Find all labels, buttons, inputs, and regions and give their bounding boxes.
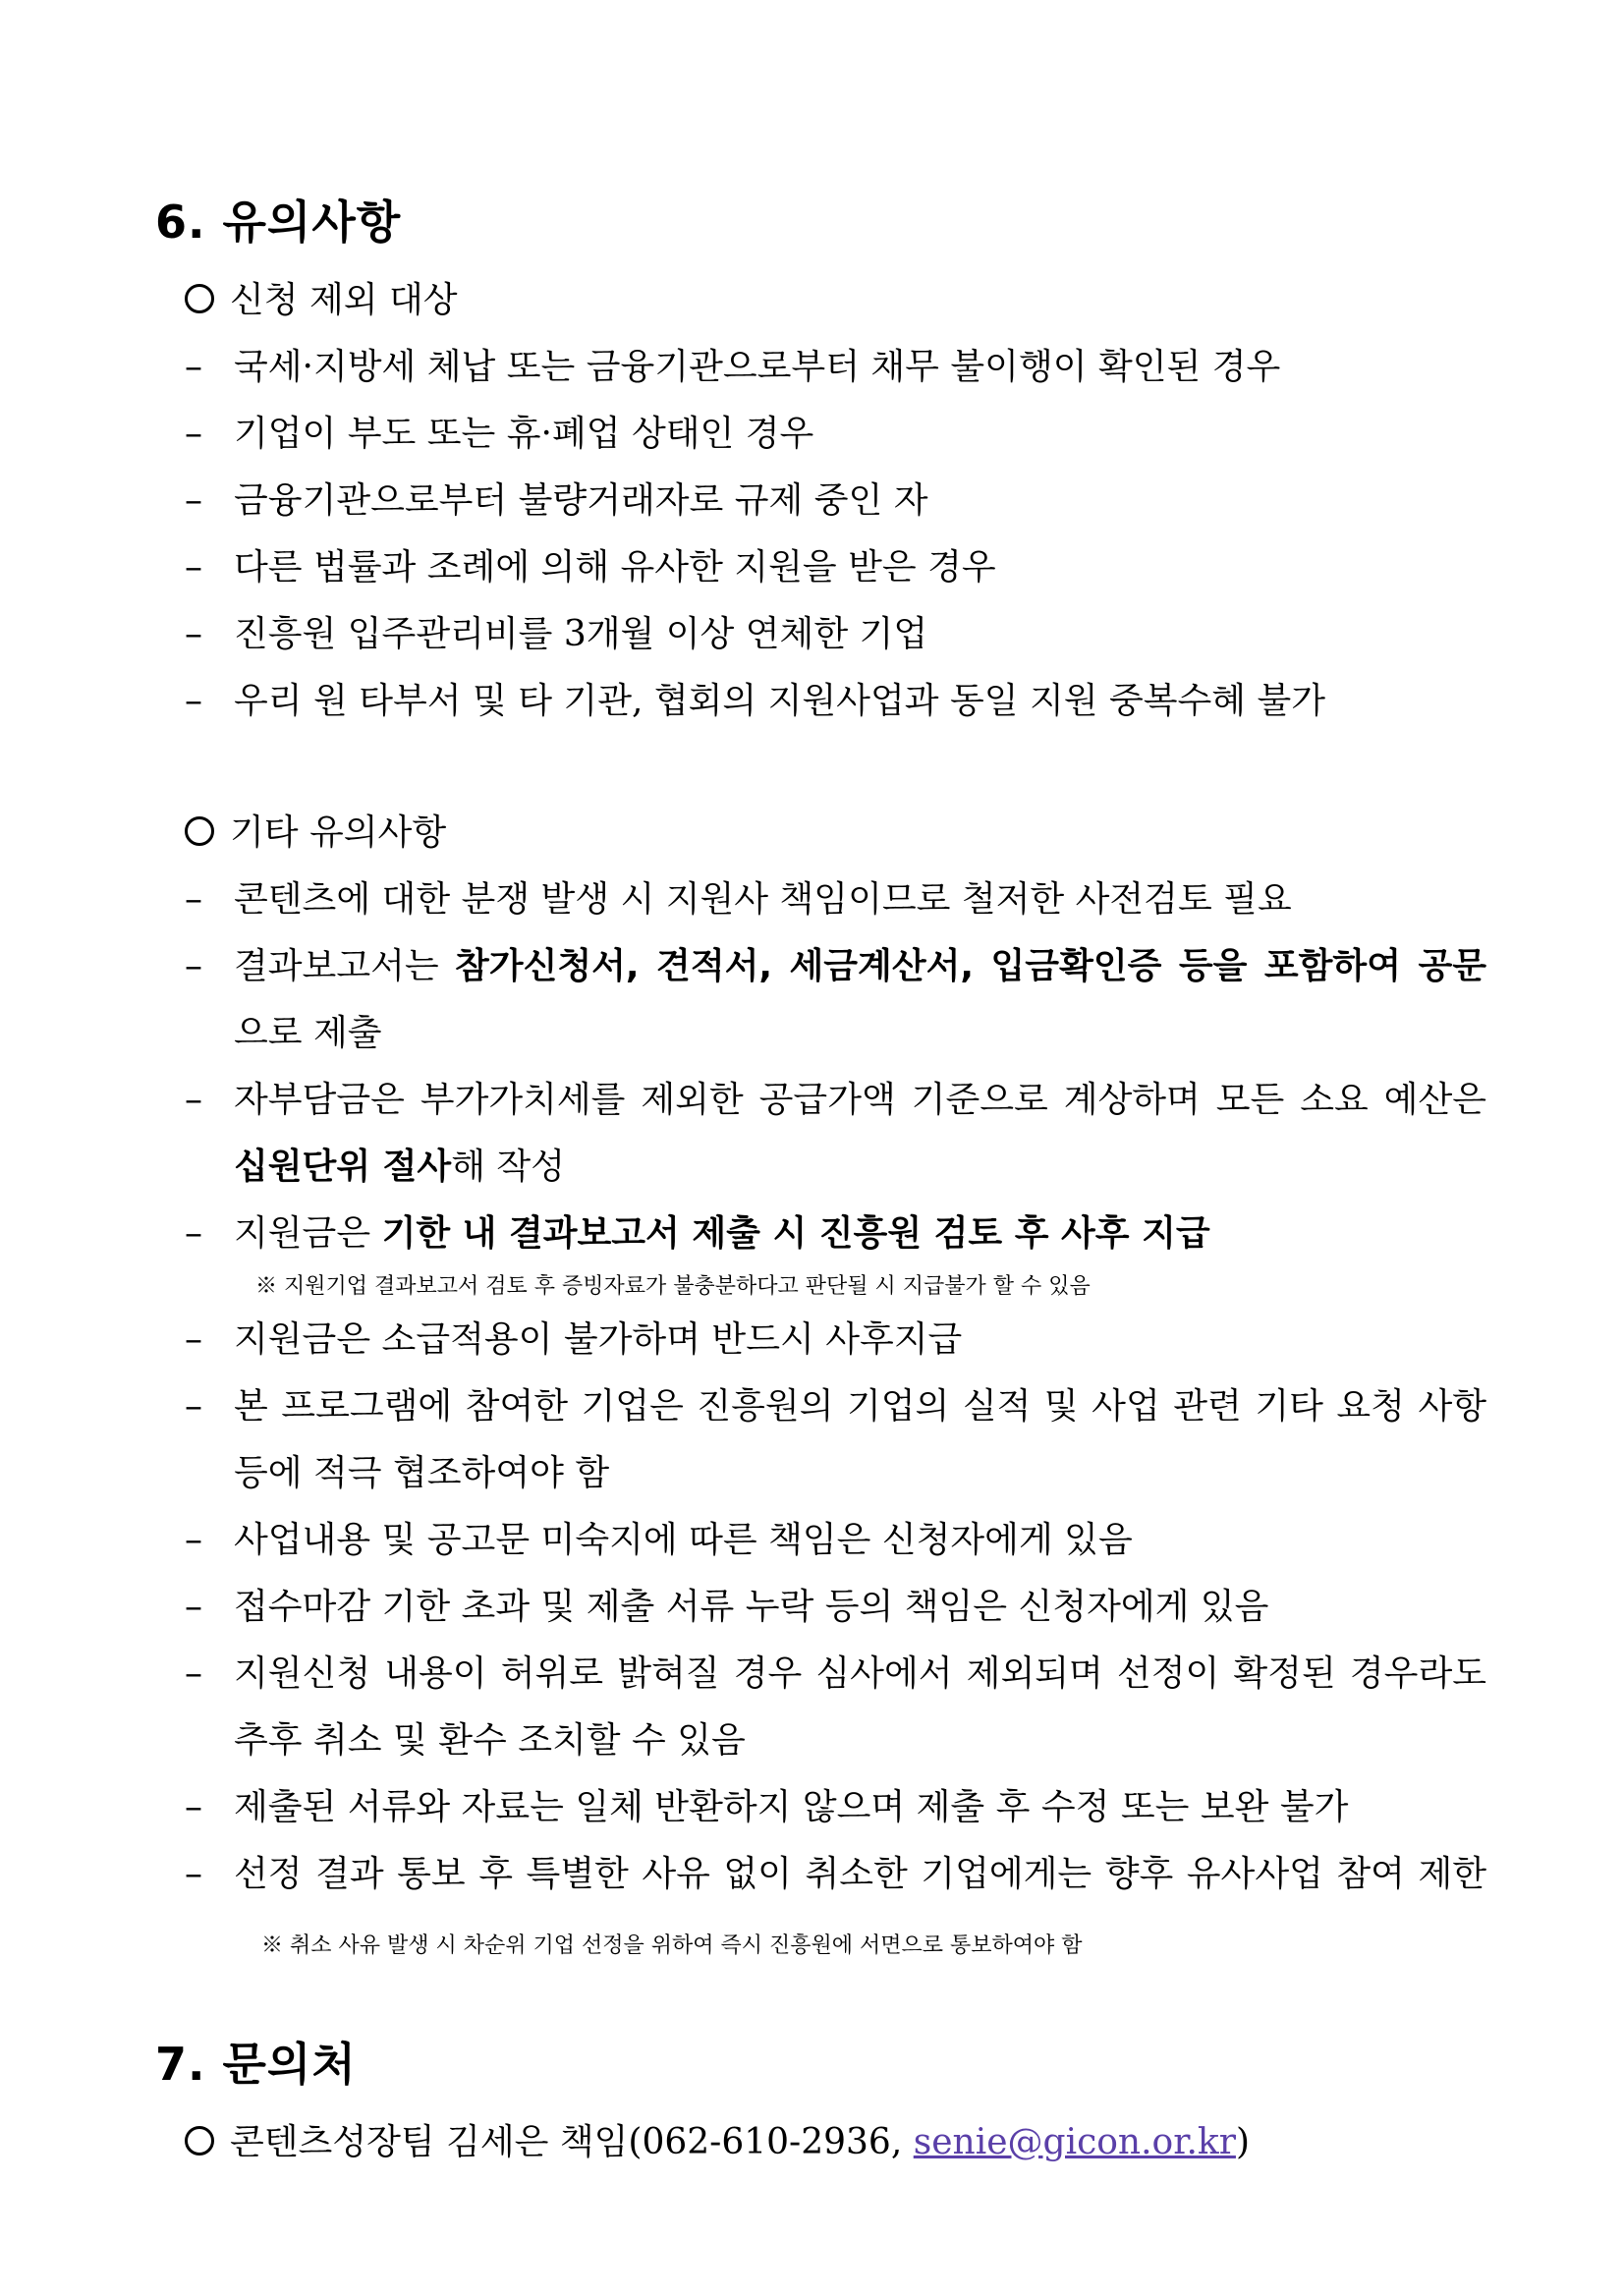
- other-item-6-text: 본 프로그램에 참여한 기업은 진흥원의 기업의 실적 및 사업 관련 기타 요청 사항 등에 적극 협조하여야 함: [234, 1386, 1486, 1493]
- other-item-2-bold: 참가신청서, 견적서, 세금계산서, 입금확인증 등을 포함하여 공문: [455, 946, 1486, 986]
- exclusion-item-4-text: 다른 법률과 조례에 의해 유사한 지원을 받은 경우: [234, 547, 996, 588]
- other-item-9: [185, 1641, 1486, 1774]
- other-item-5-text: 지원금은 소급적용이 불가하며 반드시 사후지급: [234, 1319, 963, 1360]
- exclusion-item-2-text: 기업이 부도 또는 휴·폐업 상태인 경우: [234, 414, 814, 454]
- other-item-4-note: ※ 지원기업 결과보고서 검토 후 증빙자료가 불충분하다고 판단될 시 지급불가 할 수 있음: [255, 1274, 1091, 1299]
- circle-bullet-icon: [185, 284, 214, 313]
- exclusion-item-5: [185, 601, 1486, 668]
- other-item-8-text: 접수마감 기한 초과 및 제출 서류 누락 등의 책임은 신청자에게 있음: [234, 1587, 1269, 1627]
- contact-suffix: ): [1235, 2122, 1250, 2162]
- email-link[interactable]: senie@gicon.or.kr: [913, 2122, 1236, 2162]
- dash-bullet-icon: –: [185, 480, 202, 521]
- exclusion-item-3: [185, 468, 1486, 534]
- dash-bullet-icon: –: [185, 347, 202, 387]
- dash-bullet-icon: –: [185, 879, 202, 920]
- other-item-3-text-a: 자부담금은 부가가치세를 제외한 공급가액 기준으로 계상하며 모든 소요 예산은: [234, 1080, 1486, 1120]
- dash-bullet-icon: –: [185, 1319, 202, 1360]
- other-item-8: [185, 1574, 1486, 1641]
- other-item-9-text: 지원신청 내용이 허위로 밝혀질 경우 심사에서 제외되며 선정이 확정된 경우라도 추후 취소 및 환수 조치할 수 있음: [234, 1653, 1486, 1761]
- dash-bullet-icon: –: [185, 681, 202, 721]
- other-item-3: [185, 1067, 1486, 1201]
- contact-text: 콘텐츠성장팀 김세은 책임(062-610-2936,: [230, 2122, 914, 2162]
- other-item-7-text: 사업내용 및 공고문 미숙지에 따른 책임은 신청자에게 있음: [234, 1520, 1133, 1560]
- other-item-10: [185, 1774, 1486, 1841]
- contact-line: [185, 2109, 1486, 2176]
- other-item-7: [185, 1507, 1486, 1574]
- circle-bullet-icon: [185, 2126, 214, 2156]
- exclusion-item-1: [185, 334, 1486, 401]
- dash-bullet-icon: –: [185, 547, 202, 588]
- other-item-2-text-a: 결과보고서는: [234, 946, 456, 986]
- circle-bullet-wrap: [185, 2122, 230, 2162]
- dash-bullet-icon: –: [185, 614, 202, 654]
- other-item-2-text-c: 으로 제출: [234, 1013, 382, 1053]
- exclusion-item-4: [185, 534, 1486, 601]
- other-item-4-bold: 기한 내 결과보고서 제출 시 진흥원 검토 후 사후 지급: [381, 1213, 1210, 1254]
- dash-bullet-icon: –: [185, 1213, 202, 1254]
- other-item-3-text-c: 해 작성: [451, 1147, 565, 1187]
- dash-bullet-icon: –: [185, 946, 202, 986]
- exclusion-item-2: [185, 401, 1486, 468]
- other-heading: [185, 800, 1486, 867]
- other-item-10-text: 제출된 서류와 자료는 일체 반환하지 않으며 제출 후 수정 또는 보완 불가: [234, 1787, 1349, 1827]
- exclusion-item-6: [185, 668, 1486, 735]
- dash-bullet-icon: –: [185, 1787, 202, 1827]
- dash-bullet-icon: –: [185, 1520, 202, 1560]
- other-heading-text: 기타 유의사항: [230, 812, 447, 853]
- exclusion-heading: [185, 267, 1486, 334]
- other-item-3-bold: 십원단위 절사: [234, 1147, 452, 1187]
- dash-bullet-icon: –: [185, 1653, 202, 1694]
- dash-bullet-icon: –: [185, 1854, 202, 1894]
- other-item-6: [185, 1373, 1486, 1507]
- other-item-5: [185, 1307, 1486, 1373]
- other-item-11-text: 선정 결과 통보 후 특별한 사유 없이 취소한 기업에게는 향후 유사사업 참여 제한: [234, 1854, 1486, 1894]
- exclusion-item-3-text: 금융기관으로부터 불량거래자로 규제 중인 자: [234, 480, 928, 521]
- other-item-11-note: ※ 취소 사유 발생 시 차순위 기업 선정을 위하여 즉시 진흥원에 서면으로 통보하여야 함: [261, 1933, 1083, 1958]
- circle-bullet-icon: [185, 816, 214, 846]
- spacer: [155, 735, 1486, 800]
- section-6-title: 6. 유의사항: [155, 196, 402, 249]
- other-item-4: [185, 1201, 1486, 1267]
- exclusion-item-6-text: 우리 원 타부서 및 타 기관, 협회의 지원사업과 동일 지원 중복수혜 불가: [234, 681, 1326, 721]
- dash-bullet-icon: –: [185, 1386, 202, 1427]
- spacer: [155, 1980, 1486, 2029]
- other-item-4-text-a: 지원금은: [234, 1213, 382, 1254]
- exclusion-item-5-text: 진흥원 입주관리비를 3개월 이상 연체한 기업: [234, 614, 928, 654]
- other-item-1: [185, 867, 1486, 933]
- dash-bullet-icon: –: [185, 1587, 202, 1627]
- other-item-1-text: 콘텐츠에 대한 분쟁 발생 시 지원사 책임이므로 철저한 사전검토 필요: [234, 879, 1292, 920]
- dash-bullet-icon: –: [185, 414, 202, 454]
- other-item-11: [185, 1841, 1486, 1980]
- dash-bullet-icon: –: [185, 1080, 202, 1120]
- exclusion-heading-text: 신청 제외 대상: [230, 280, 458, 320]
- section-7-title: 7. 문의처: [155, 2038, 357, 2091]
- other-item-2: [185, 933, 1486, 1067]
- exclusion-item-1-text: 국세·지방세 체납 또는 금융기관으로부터 채무 불이행이 확인된 경우: [234, 347, 1281, 387]
